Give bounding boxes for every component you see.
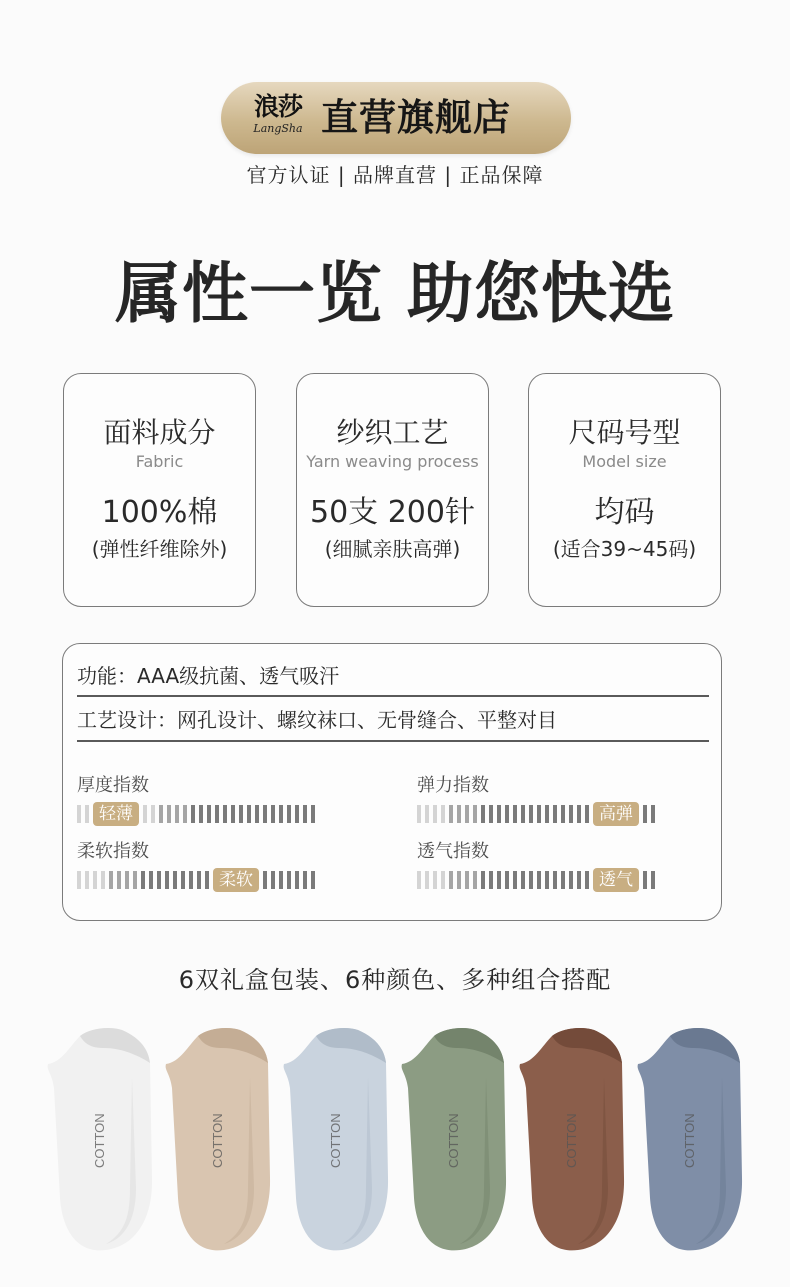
index-tick [449,871,453,889]
index-tick [303,805,307,823]
index-tick [537,805,541,823]
index-tick [167,805,171,823]
card-subtitle: Fabric [135,452,184,471]
index-tick [183,805,187,823]
index-bar-softness [77,868,369,892]
index-tick [157,871,161,889]
index-tick [77,871,81,889]
package-description: 6双礼盒包装、6种颜色、多种组合搭配 [178,966,612,994]
index-tick [143,805,147,823]
index-tick [545,871,549,889]
index-tick [553,805,557,823]
index-label-softness: 柔软指数 [77,841,149,862]
index-tick [223,805,227,823]
index-tick [505,805,509,823]
index-bar-elasticity [417,802,709,826]
index-tick [433,805,437,823]
brand-logo-cn: 浪莎 [253,92,302,121]
card-value: 均码 [594,495,655,530]
index-tick [133,871,137,889]
index-tick [643,871,647,889]
sock-label: COTTON [92,1113,107,1168]
index-tick [271,871,275,889]
index-tick [473,871,477,889]
index-tick [199,805,203,823]
index-tick [271,805,275,823]
index-bar-thickness [77,802,369,826]
index-tick [505,871,509,889]
sock-image [158,1018,278,1258]
index-tick [279,871,283,889]
index-tick [159,805,163,823]
index-tick [125,871,129,889]
index-tick [85,805,89,823]
index-tick [77,805,81,823]
slogan: 官方认证 | 品牌直营 | 正品保障 [246,163,544,187]
sock-label: COTTON [328,1113,343,1168]
index-tick [513,871,517,889]
card-title: 纱织工艺 [336,416,449,449]
index-tick [529,805,533,823]
card-subtitle: Model size [582,452,667,471]
index-tick [481,805,485,823]
index-tick [537,871,541,889]
index-tick [175,805,179,823]
card-yarn [296,373,489,607]
index-tick [165,871,169,889]
index-tick [529,871,533,889]
index-tick [303,871,307,889]
index-tick [255,805,259,823]
index-label-breathability: 透气指数 [417,841,489,862]
index-tick [189,871,193,889]
card-title: 尺码号型 [568,416,681,449]
card-note: (细腻亲肤高弹) [324,537,461,561]
index-tick [521,871,525,889]
index-tick [449,805,453,823]
index-tick [181,871,185,889]
index-tick [433,871,437,889]
index-tick [295,871,299,889]
index-bar-breathability [417,868,709,892]
index-tick [205,871,209,889]
sock-label: COTTON [564,1113,579,1168]
index-tick [231,805,235,823]
index-tick [151,805,155,823]
card-note: (弹性纤维除外) [91,537,228,561]
store-title: 直营旗舰店 [321,96,511,139]
index-tick [585,805,589,823]
sock-color-row [40,1018,750,1258]
index-tick [577,871,581,889]
sock-image [40,1018,160,1258]
index-tick [585,871,589,889]
index-tick [311,871,315,889]
index-tick [441,871,445,889]
index-tick [465,805,469,823]
card-subtitle: Yarn weaving process [306,452,479,471]
sock-label: COTTON [682,1113,697,1168]
sock-label: COTTON [210,1113,225,1168]
index-tag: 高弹 [593,802,639,826]
index-tick [569,805,573,823]
index-tick [109,871,113,889]
index-tick [239,805,243,823]
index-tick [561,805,565,823]
index-tick [191,805,195,823]
sock-label: COTTON [446,1113,461,1168]
feature-panel [62,643,722,921]
index-label-thickness: 厚度指数 [77,775,149,796]
card-size [528,373,721,607]
index-tick [417,871,421,889]
index-tick [247,805,251,823]
index-tick [577,805,581,823]
index-label-elasticity: 弹力指数 [417,775,489,796]
page-headline: 属性一览 助您快选 [115,255,675,332]
index-tick [497,871,501,889]
index-tick [101,871,105,889]
index-tag: 柔软 [213,868,259,892]
card-note: (适合39~45码) [552,537,697,561]
index-tick [553,871,557,889]
index-tick [545,805,549,823]
sock-image [394,1018,514,1258]
card-title: 面料成分 [103,416,216,449]
index-tick [149,871,153,889]
index-tick [263,871,267,889]
index-tick [521,805,525,823]
index-tick [279,805,283,823]
index-tick [425,871,429,889]
index-tick [311,805,315,823]
index-tick [287,871,291,889]
index-tick [457,805,461,823]
index-tick [481,871,485,889]
index-tick [263,805,267,823]
index-tick [93,871,97,889]
index-tick [295,805,299,823]
index-tick [457,871,461,889]
index-tick [489,805,493,823]
index-tick [197,871,201,889]
index-tag: 透气 [593,868,639,892]
index-tick [569,871,573,889]
sock-image [512,1018,632,1258]
index-tick [651,805,655,823]
index-tick [207,805,211,823]
index-tick [651,871,655,889]
index-tick [473,805,477,823]
index-tick [417,805,421,823]
index-tick [117,871,121,889]
card-fabric [63,373,256,607]
craft-line: 工艺设计：网孔设计、螺纹袜口、无骨缝合、平整对目 [77,708,557,732]
index-tick [513,805,517,823]
index-tag: 轻薄 [93,802,139,826]
sock-image [276,1018,396,1258]
index-tick [141,871,145,889]
index-tick [465,871,469,889]
index-tick [643,805,647,823]
index-tick [441,805,445,823]
index-tick [85,871,89,889]
sock-image [630,1018,750,1258]
divider [77,695,709,697]
divider [77,740,709,742]
index-tick [497,805,501,823]
function-line: 功能：AAA级抗菌、透气吸汗 [77,664,340,688]
brand-logo [239,92,317,144]
brand-logo-en: LangSha [253,122,303,135]
index-tick [287,805,291,823]
index-tick [425,805,429,823]
index-tick [561,871,565,889]
index-tick [173,871,177,889]
brand-banner [221,82,571,154]
index-tick [215,805,219,823]
index-tick [489,871,493,889]
card-value: 100%棉 [101,495,218,530]
card-value: 50支 200针 [310,495,475,530]
